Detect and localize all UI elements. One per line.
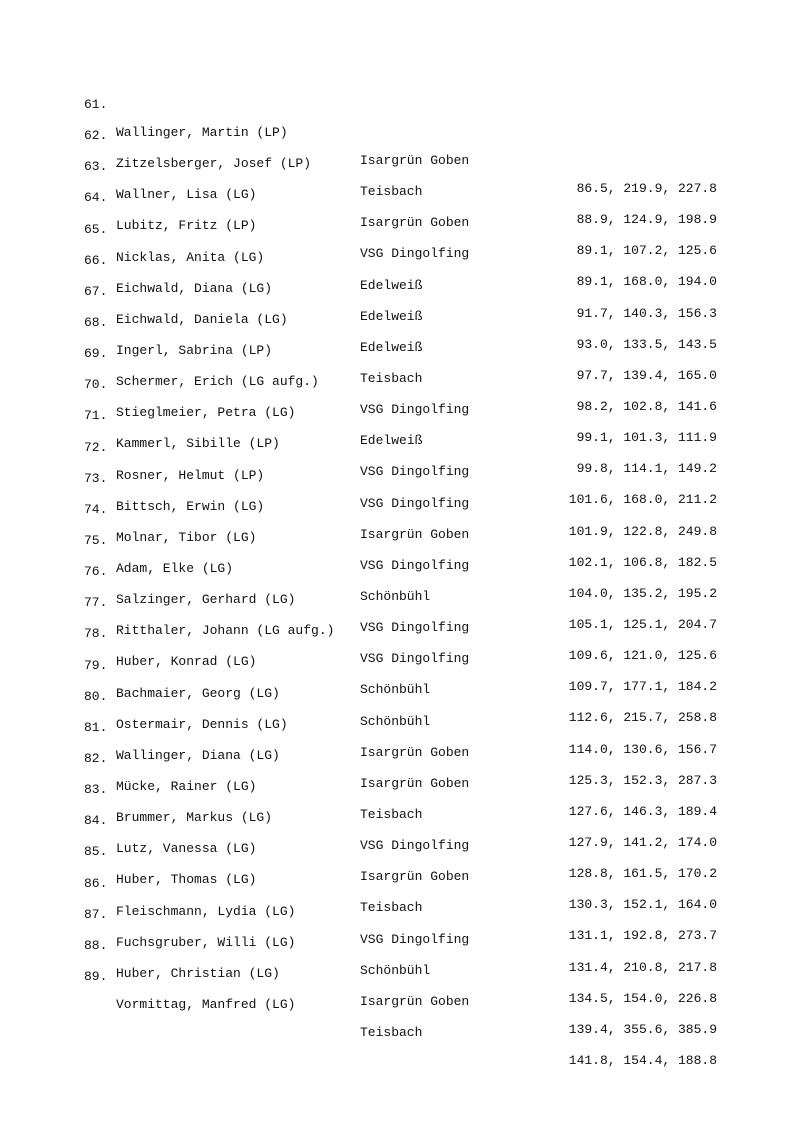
score-values: 127.6, 146.3, 189.4 bbox=[568, 803, 717, 819]
participant-name: Bachmaier, Georg (LG) bbox=[116, 685, 280, 701]
rank-number: 74. bbox=[84, 501, 108, 517]
participant-name: Lubitz, Fritz (LP) bbox=[116, 218, 257, 234]
rank-number: 61. bbox=[84, 97, 108, 112]
participant-name: Fleischmann, Lydia (LG) bbox=[116, 903, 296, 919]
club-name: VSG Dingolfing bbox=[360, 620, 470, 636]
participant-name: Nicklas, Anita (LG) bbox=[116, 249, 265, 265]
score-values: 128.8, 161.5, 170.2 bbox=[568, 866, 717, 882]
score-values: 101.6, 168.0, 211.2 bbox=[568, 492, 717, 508]
club-name: VSG Dingolfing bbox=[360, 931, 470, 947]
rank-number: 85. bbox=[84, 844, 108, 860]
score-values: 139.4, 355.6, 385.9 bbox=[568, 1021, 717, 1037]
participant-name: Ostermair, Dennis (LG) bbox=[116, 716, 288, 732]
club-name: VSG Dingolfing bbox=[360, 651, 470, 667]
score-values: 91.7, 140.3, 156.3 bbox=[576, 305, 717, 321]
rank-number: 76. bbox=[84, 564, 108, 580]
rank-number: 84. bbox=[84, 813, 108, 829]
participant-name: Schermer, Erich (LG aufg.) bbox=[116, 374, 319, 390]
participant-name: Mücke, Rainer (LG) bbox=[116, 778, 257, 794]
club-name: VSG Dingolfing bbox=[360, 402, 470, 418]
rank-number: 87. bbox=[84, 906, 108, 922]
rank-number: 81. bbox=[84, 719, 108, 735]
club-name: Isargrün Goben bbox=[360, 869, 470, 885]
results-list bbox=[0, 63, 800, 1068]
club-name: Teisbach bbox=[360, 806, 423, 822]
club-name: Edelweiß bbox=[360, 433, 423, 449]
rank-number: 86. bbox=[84, 875, 108, 891]
club-name: VSG Dingolfing bbox=[360, 557, 470, 573]
participant-name: Rosner, Helmut (LP) bbox=[116, 467, 265, 483]
score-values: 86.5, 219.9, 227.8 bbox=[576, 181, 717, 196]
club-name: Isargrün Goben bbox=[360, 744, 470, 760]
score-values: 89.1, 107.2, 125.6 bbox=[576, 243, 717, 259]
score-values: 130.3, 152.1, 164.0 bbox=[568, 897, 717, 913]
club-name: Isargrün Goben bbox=[360, 993, 470, 1009]
rank-number: 66. bbox=[84, 252, 108, 268]
club-name: VSG Dingolfing bbox=[360, 246, 470, 262]
participant-name: Stieglmeier, Petra (LG) bbox=[116, 405, 296, 421]
score-values: 101.9, 122.8, 249.8 bbox=[568, 523, 717, 539]
participant-name: Fuchsgruber, Willi (LG) bbox=[116, 934, 296, 950]
club-name: Teisbach bbox=[360, 900, 423, 916]
club-name: Teisbach bbox=[360, 184, 423, 200]
score-values: 125.3, 152.3, 287.3 bbox=[568, 772, 717, 788]
club-name: VSG Dingolfing bbox=[360, 838, 470, 854]
score-values: 112.6, 215.7, 258.8 bbox=[568, 710, 717, 726]
score-values: 109.6, 121.0, 125.6 bbox=[568, 648, 717, 664]
score-values: 134.5, 154.0, 226.8 bbox=[568, 990, 717, 1006]
club-name: Teisbach bbox=[360, 370, 423, 386]
rank-number: 79. bbox=[84, 657, 108, 673]
rank-number: 88. bbox=[84, 937, 108, 953]
club-name: Schönbühl bbox=[360, 713, 431, 729]
score-values: 97.7, 139.4, 165.0 bbox=[576, 367, 717, 383]
score-values: 88.9, 124.9, 198.9 bbox=[576, 212, 717, 228]
rank-number: 69. bbox=[84, 346, 108, 362]
club-name: VSG Dingolfing bbox=[360, 495, 470, 511]
score-values: 102.1, 106.8, 182.5 bbox=[568, 554, 717, 570]
rank-number: 62. bbox=[84, 128, 108, 144]
participant-name: Eichwald, Diana (LG) bbox=[116, 280, 273, 296]
rank-number: 75. bbox=[84, 532, 108, 548]
score-values: 104.0, 135.2, 195.2 bbox=[568, 585, 717, 601]
rank-number: 83. bbox=[84, 782, 108, 798]
rank-number: 72. bbox=[84, 439, 108, 455]
participant-name: Lutz, Vanessa (LG) bbox=[116, 841, 257, 857]
club-name: Isargrün Goben bbox=[360, 775, 470, 791]
club-name: Isargrün Goben bbox=[360, 153, 470, 168]
rank-number: 71. bbox=[84, 408, 108, 424]
participant-name: Ritthaler, Johann (LG aufg.) bbox=[116, 623, 335, 639]
rank-number: 64. bbox=[84, 190, 108, 206]
rank-number: 67. bbox=[84, 283, 108, 299]
participant-name: Kammerl, Sibille (LP) bbox=[116, 436, 280, 452]
score-values: 99.8, 114.1, 149.2 bbox=[576, 461, 717, 477]
rank-number: 89. bbox=[84, 968, 108, 984]
score-values: 93.0, 133.5, 143.5 bbox=[576, 336, 717, 352]
club-name: Isargrün Goben bbox=[360, 215, 470, 231]
rank-number: 68. bbox=[84, 314, 108, 330]
club-name: VSG Dingolfing bbox=[360, 464, 470, 480]
club-name: Edelweiß bbox=[360, 339, 423, 355]
participant-name: Wallinger, Diana (LG) bbox=[116, 747, 280, 763]
rank-number: 82. bbox=[84, 750, 108, 766]
score-values: 131.4, 210.8, 217.8 bbox=[568, 959, 717, 975]
score-values: 127.9, 141.2, 174.0 bbox=[568, 834, 717, 850]
club-name: Schönbühl bbox=[360, 962, 431, 978]
club-name: Edelweiß bbox=[360, 277, 423, 293]
score-values: 89.1, 168.0, 194.0 bbox=[576, 274, 717, 290]
rank-number: 63. bbox=[84, 159, 108, 175]
participant-name: Salzinger, Gerhard (LG) bbox=[116, 592, 296, 608]
club-name: Schönbühl bbox=[360, 588, 431, 604]
participant-name: Bittsch, Erwin (LG) bbox=[116, 498, 265, 514]
club-name: Edelweiß bbox=[360, 308, 423, 324]
participant-name: Vormittag, Manfred (LG) bbox=[116, 996, 296, 1012]
score-values: 105.1, 125.1, 204.7 bbox=[568, 616, 717, 632]
participant-name: Huber, Christian (LG) bbox=[116, 965, 280, 981]
rank-number: 73. bbox=[84, 470, 108, 486]
club-name: Schönbühl bbox=[360, 682, 431, 698]
rank-number: 77. bbox=[84, 595, 108, 611]
participant-name: Molnar, Tibor (LG) bbox=[116, 529, 257, 545]
club-name: Isargrün Goben bbox=[360, 526, 470, 542]
participant-name: Ingerl, Sabrina (LP) bbox=[116, 342, 273, 358]
score-values: 99.1, 101.3, 111.9 bbox=[576, 430, 717, 446]
participant-name: Adam, Elke (LG) bbox=[116, 560, 234, 576]
participant-name: Wallner, Lisa (LG) bbox=[116, 187, 257, 203]
score-values: 131.1, 192.8, 273.7 bbox=[568, 928, 717, 944]
rank-number: 65. bbox=[84, 221, 108, 237]
club-name: Teisbach bbox=[360, 1024, 423, 1040]
score-values: 109.7, 177.1, 184.2 bbox=[568, 679, 717, 695]
rank-number: 78. bbox=[84, 626, 108, 642]
participant-name: Wallinger, Martin (LP) bbox=[116, 125, 288, 140]
participant-name: Huber, Thomas (LG) bbox=[116, 872, 257, 888]
participant-name: Brummer, Markus (LG) bbox=[116, 810, 273, 826]
score-values: 98.2, 102.8, 141.6 bbox=[576, 398, 717, 414]
participant-name: Zitzelsberger, Josef (LP) bbox=[116, 156, 312, 172]
score-values: 114.0, 130.6, 156.7 bbox=[568, 741, 717, 757]
participant-name: Eichwald, Daniela (LG) bbox=[116, 311, 288, 327]
rank-number: 80. bbox=[84, 688, 108, 704]
score-values: 141.8, 154.4, 188.8 bbox=[568, 1052, 717, 1068]
participant-name: Huber, Konrad (LG) bbox=[116, 654, 257, 670]
rank-number: 70. bbox=[84, 377, 108, 393]
